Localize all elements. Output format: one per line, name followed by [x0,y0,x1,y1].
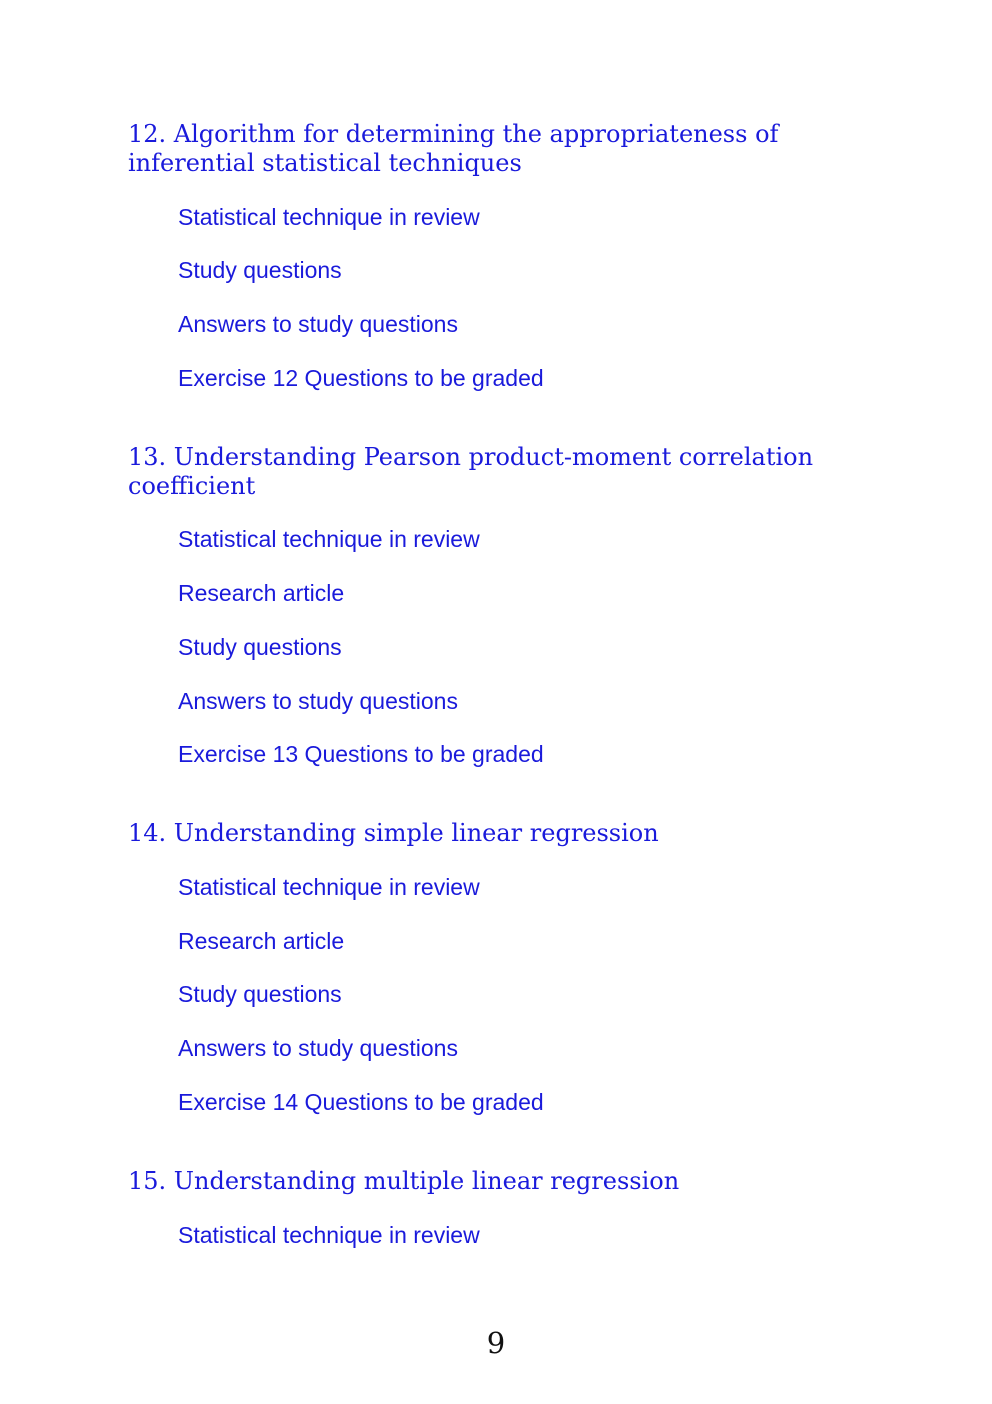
chapter-12-technique-review-link[interactable]: Statistical technique in review [178,204,480,230]
chapter-13-technique-review-link[interactable]: Statistical technique in review [178,526,480,552]
chapter-13-answers-link[interactable]: Answers to study questions [178,688,458,714]
chapter-13-study-questions-link[interactable]: Study questions [178,634,342,660]
page-number: 9 [486,1326,506,1360]
chapter-14-answers-link[interactable]: Answers to study questions [178,1035,458,1061]
chapter-14-research-article-link[interactable]: Research article [178,928,345,954]
chapter-14-study-questions-link[interactable]: Study questions [178,981,342,1007]
chapter-14-exercise-link[interactable]: Exercise 14 Questions to be graded [178,1089,544,1115]
chapter-15-link[interactable]: 15. Understanding multiple linear regression [128,1167,680,1195]
chapter-14-link[interactable]: 14. Understanding simple linear regression [128,819,659,847]
chapter-15-technique-review-link[interactable]: Statistical technique in review [178,1222,480,1248]
chapter-12-link[interactable]: 12. Algorithm for determining the appropriateness of inferential statistical techniques [128,120,779,177]
chapter-13-research-article-link[interactable]: Research article [178,580,345,606]
chapter-12-study-questions-link[interactable]: Study questions [178,257,342,283]
chapter-13-exercise-link[interactable]: Exercise 13 Questions to be graded [178,741,544,767]
chapter-14-technique-review-link[interactable]: Statistical technique in review [178,874,480,900]
chapter-13-link[interactable]: 13. Understanding Pearson product-moment correlation coefficient [128,443,814,500]
chapter-12-exercise-link[interactable]: Exercise 12 Questions to be graded [178,365,544,391]
chapter-12-answers-link[interactable]: Answers to study questions [178,311,458,337]
